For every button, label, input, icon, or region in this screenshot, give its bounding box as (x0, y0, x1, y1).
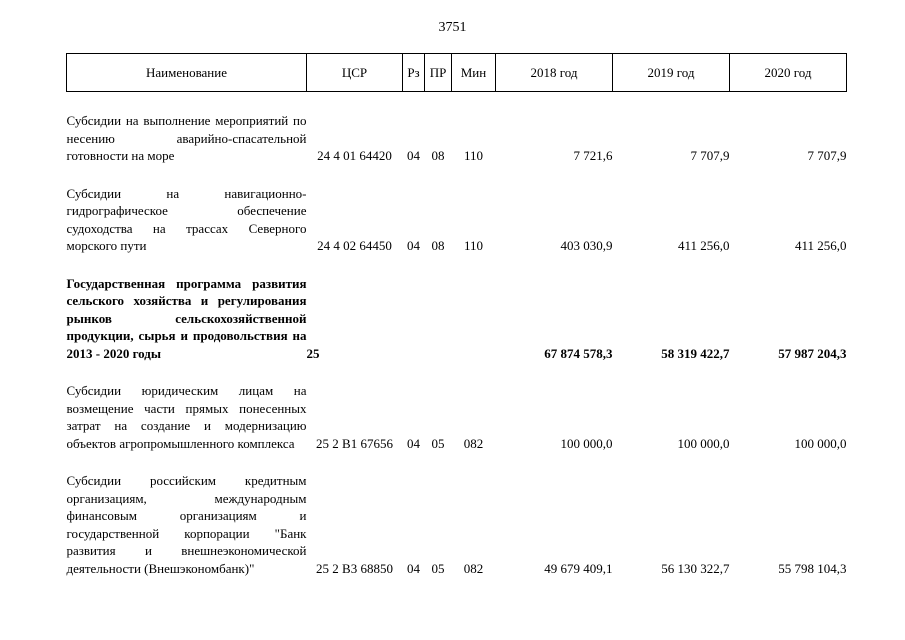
header-csr: ЦСР (307, 54, 403, 92)
row-2019: 58 319 422,7 (661, 345, 730, 361)
row-min: 082 (463, 435, 484, 451)
row-pr (425, 275, 452, 363)
row-min (452, 275, 496, 363)
row-2019: 100 000,0 (677, 435, 730, 451)
budget-table (66, 53, 847, 577)
row-name: Субсидии на навигационно-гидрографическое обеспечение судоходства на трассах Северного морского пути (66, 185, 307, 253)
row-name: Государственная программа развития сельского хозяйства и регулирования рынков сельскохозяйственной продукции, сырья и продовольствия на 2013 - 2020 годы (66, 275, 307, 361)
row-2019: 411 256,0 (677, 238, 730, 253)
row-name: Субсидии на выполнение мероприятий по несению аварийно-спасательной готовности на море (66, 113, 307, 163)
row-2019: 56 130 322,7 (661, 560, 730, 576)
row-rz: 04 (407, 435, 420, 451)
row-pr: 08 (431, 148, 445, 163)
table-header-row (67, 54, 847, 92)
row-csr: 25 2 В3 68850 (316, 560, 393, 576)
header-name: Наименование (67, 54, 307, 92)
row-2020: 100 000,0 (794, 435, 847, 451)
row-2020: 411 256,0 (794, 238, 847, 253)
row-min: 082 (463, 560, 484, 576)
table-row (67, 185, 847, 255)
header-min: Мин (452, 54, 496, 92)
row-name: Субсидии российским кредитным организациям, международным финансовым организациям и государственной корпорации "Банк развития и внешнеэкономической деятельности (Внешэкономбанк)" (66, 473, 307, 576)
row-name: Субсидии юридическим лицам на возмещение части прямых понесенных затрат на создание и модернизацию объектов агропромышленного комплекса (66, 383, 307, 451)
row-min: 110 (463, 238, 484, 253)
row-rz: 04 (407, 560, 420, 576)
row-csr: 25 (306, 345, 320, 361)
row-2018: 403 030,9 (560, 238, 613, 253)
row-rz: 04 (407, 148, 420, 163)
row-pr: 08 (431, 238, 445, 253)
row-csr: 24 4 02 64450 (317, 238, 392, 253)
row-csr: 24 4 01 64420 (317, 148, 392, 163)
header-2020: 2020 год (730, 54, 847, 92)
row-pr: 05 (431, 435, 445, 451)
row-2018: 100 000,0 (560, 435, 613, 451)
row-rz (403, 275, 425, 363)
row-2018: 49 679 409,1 (544, 560, 613, 576)
table-row (67, 382, 847, 452)
row-2020: 7 707,9 (807, 148, 847, 163)
row-2018: 67 874 578,3 (544, 345, 613, 361)
row-2020: 55 798 104,3 (778, 560, 847, 576)
row-pr: 05 (431, 560, 445, 576)
header-pr: ПР (425, 54, 452, 92)
header-rz: Рз (403, 54, 425, 92)
header-2018: 2018 год (496, 54, 613, 92)
page-number: 3751 (438, 20, 467, 35)
table-row-program (67, 275, 847, 363)
row-rz: 04 (407, 238, 420, 253)
row-2018: 7 721,6 (573, 148, 613, 163)
row-csr: 25 2 В1 67656 (316, 435, 393, 451)
row-2019: 7 707,9 (690, 148, 730, 163)
row-min: 110 (463, 148, 484, 163)
row-2020: 57 987 204,3 (778, 345, 847, 361)
table-row (67, 472, 847, 577)
header-2019: 2019 год (613, 54, 730, 92)
table-row (67, 112, 847, 165)
